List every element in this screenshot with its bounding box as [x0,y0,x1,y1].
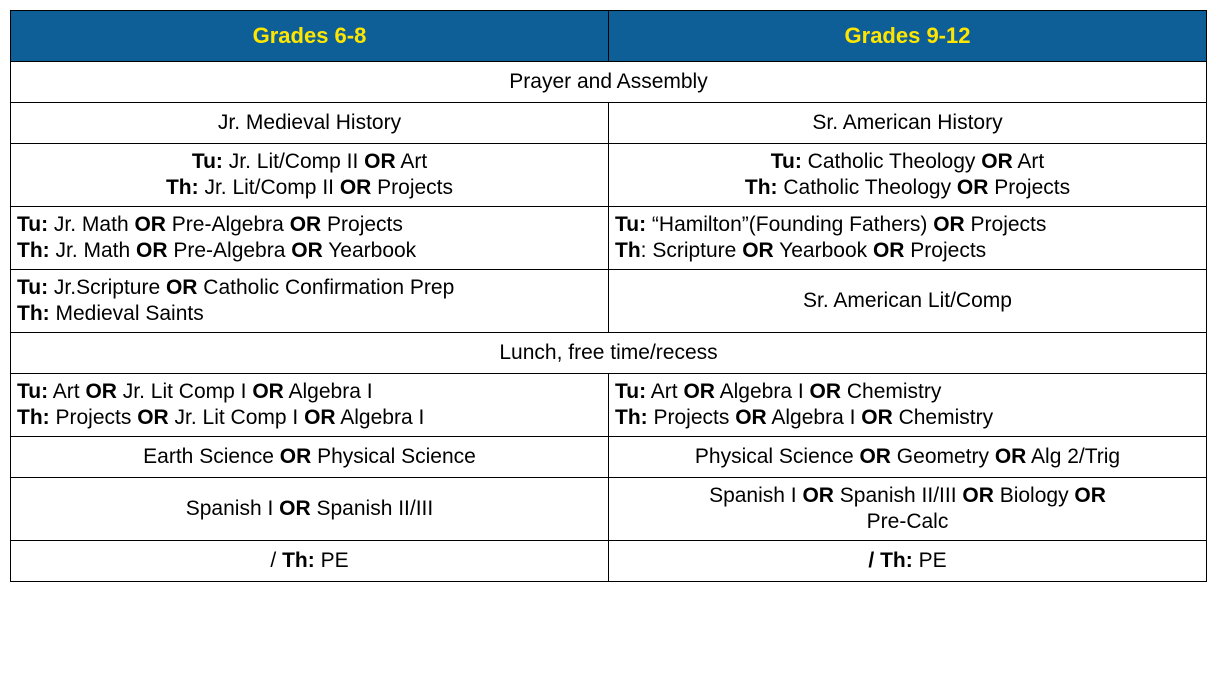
cell-line [17,379,602,405]
bold-segment: OR [962,484,994,507]
text-segment: Jr. Lit/Comp II [222,150,365,173]
schedule-row [11,207,1207,270]
text-segment: Jr. Math [49,239,137,262]
bold-segment: Th: [17,239,50,262]
grades-9-12-cell [609,437,1207,478]
bold-segment: OR [137,406,169,429]
text-segment: Jr. Lit/Comp II [198,176,340,199]
text-segment: : Scripture [640,239,743,262]
bold-segment: OR [304,406,336,429]
cell-line [17,149,602,175]
bold-segment: OR [289,213,322,236]
header-grades-6-8: Grades 6-8 [11,11,609,62]
cell-line [17,238,602,264]
text-segment: Art [48,380,86,403]
grades-6-8-cell [11,374,609,437]
bold-segment: Th: [17,406,50,429]
bold-segment: Th: [744,176,778,199]
bold-segment: OR [136,239,168,262]
text-segment: Jr. Medieval History [217,111,402,134]
grades-6-8-cell [11,144,609,207]
text-segment: Spanish II/III [310,497,434,520]
text-segment: Projects [371,176,454,199]
grades-9-12-cell [609,207,1207,270]
text-segment: Catholic Confirmation Prep [197,276,455,299]
bold-segment: OR [809,380,842,403]
text-segment: Sr. American Lit/Comp [803,289,1012,312]
text-segment: Medieval Saints [49,302,204,325]
text-segment: Spanish II/III [833,484,963,507]
text-segment: Jr. Math [48,213,135,236]
text-segment: Projects [321,213,403,236]
bold-segment: Tu: [191,150,223,173]
text-segment: Earth Science [143,445,280,468]
text-segment: / [270,549,283,572]
grades-9-12-cell [609,541,1207,582]
bold-segment: OR [1074,484,1106,507]
full-width-cell: Lunch, free time/recess [11,333,1207,374]
bold-segment: Th: [165,176,199,199]
cell-line [615,405,1200,431]
text-segment: Spanish I [709,484,803,507]
text-segment: PE [314,549,349,572]
bold-segment: OR [933,213,965,236]
schedule-container [10,10,1206,582]
bold-segment: Th: [17,302,50,325]
schedule-row [11,541,1207,582]
cell-line [615,483,1200,509]
text-segment: Spanish I [185,497,280,520]
bold-segment: OR [85,380,117,403]
text-segment: Art [395,150,428,173]
bold-segment: OR [252,380,284,403]
bold-segment: OR [872,239,905,262]
bold-segment: Th: [282,549,315,572]
cell-line [17,110,602,136]
cell-line [17,405,602,431]
bold-segment: OR [742,239,774,262]
bold-segment: Tu: [615,380,647,403]
bold-segment: OR [339,176,372,199]
text-segment: Projects [647,406,736,429]
grades-9-12-cell [609,103,1207,144]
bold-segment: OR [683,380,715,403]
text-segment: Art [1012,150,1045,173]
text-segment: Biology [993,484,1075,507]
schedule-table [10,10,1207,582]
bold-segment: Th [615,239,641,262]
cell-line [17,301,602,327]
bold-segment: OR [165,276,198,299]
grades-6-8-cell [11,270,609,333]
schedule-body [11,62,1207,582]
cell-line [17,496,602,522]
bold-segment: Tu: [17,213,49,236]
text-segment: Catholic Theology [777,176,957,199]
text-segment: Algebra I [766,406,862,429]
text-segment: Yearbook [322,239,417,262]
text-segment: Jr. Lit Comp I [116,380,253,403]
schedule-row [11,374,1207,437]
grades-6-8-cell [11,541,609,582]
bold-segment: OR [291,239,323,262]
schedule-row [11,437,1207,478]
text-segment: Chemistry [892,406,994,429]
grades-9-12-cell [609,374,1207,437]
header-row [11,11,1207,62]
bold-segment: Tu: [17,276,49,299]
bold-segment: OR [134,213,166,236]
schedule-row [11,333,1207,374]
full-width-cell: Prayer and Assembly [11,62,1207,103]
schedule-row [11,103,1207,144]
text-segment: Geometry [890,445,995,468]
cell-line [615,149,1200,175]
bold-segment: OR [802,484,834,507]
grades-6-8-cell [11,103,609,144]
schedule-row [11,270,1207,333]
text-segment: Art [646,380,684,403]
text-segment: Projects [49,406,138,429]
cell-line [17,548,602,574]
text-segment: Yearbook [773,239,873,262]
cell-line [17,444,602,470]
cell-line [17,175,602,201]
cell-line [615,379,1200,405]
schedule-row [11,144,1207,207]
bold-segment: OR [279,497,311,520]
text-segment: Jr. Lit Comp I [168,406,305,429]
cell-line [615,288,1200,314]
cell-line [17,275,602,301]
cell-line [615,548,1200,574]
bold-segment: OR [279,445,312,468]
cell-line [615,509,1200,535]
bold-segment: OR [859,445,891,468]
bold-segment: OR [956,176,989,199]
text-segment: Algebra I [335,406,425,429]
text-segment: Alg 2/Trig [1026,445,1121,468]
schedule-row [11,62,1207,103]
cell-line [615,444,1200,470]
text-segment: Algebra I [283,380,373,403]
bold-segment: OR [364,150,396,173]
bold-segment: OR [861,406,893,429]
text-segment: Projects [988,176,1071,199]
bold-segment: Tu: [615,213,647,236]
grades-6-8-cell [11,478,609,541]
text-segment: Pre-Algebra [165,213,290,236]
bold-segment: OR [735,406,767,429]
bold-segment: Tu: [17,380,49,403]
cell-line [615,175,1200,201]
grades-9-12-cell [609,144,1207,207]
text-segment: Projects [904,239,987,262]
schedule-row [11,478,1207,541]
grades-6-8-cell [11,437,609,478]
text-segment: Catholic Theology [801,150,982,173]
grades-9-12-cell [609,478,1207,541]
text-segment: “Hamilton”(Founding Fathers) [646,213,934,236]
text-segment: Projects [964,213,1047,236]
cell-line [615,238,1200,264]
bold-segment: / Th: [868,549,913,572]
cell-line [615,212,1200,238]
text-segment: Pre-Calc [866,510,949,533]
cell-line [17,212,602,238]
bold-segment: Th: [615,406,648,429]
text-segment: Physical Science [694,445,860,468]
text-segment: Chemistry [841,380,942,403]
text-segment: PE [912,549,947,572]
bold-segment: OR [994,445,1027,468]
bold-segment: Tu: [770,150,802,173]
grades-6-8-cell [11,207,609,270]
header-grades-9-12: Grades 9-12 [609,11,1207,62]
text-segment: Algebra I [714,380,810,403]
text-segment: Jr.Scripture [48,276,166,299]
cell-line [615,110,1200,136]
grades-9-12-cell [609,270,1207,333]
bold-segment: OR [981,150,1013,173]
text-segment: Sr. American History [812,111,1003,134]
text-segment: Physical Science [311,445,476,468]
text-segment: Pre-Algebra [167,239,292,262]
